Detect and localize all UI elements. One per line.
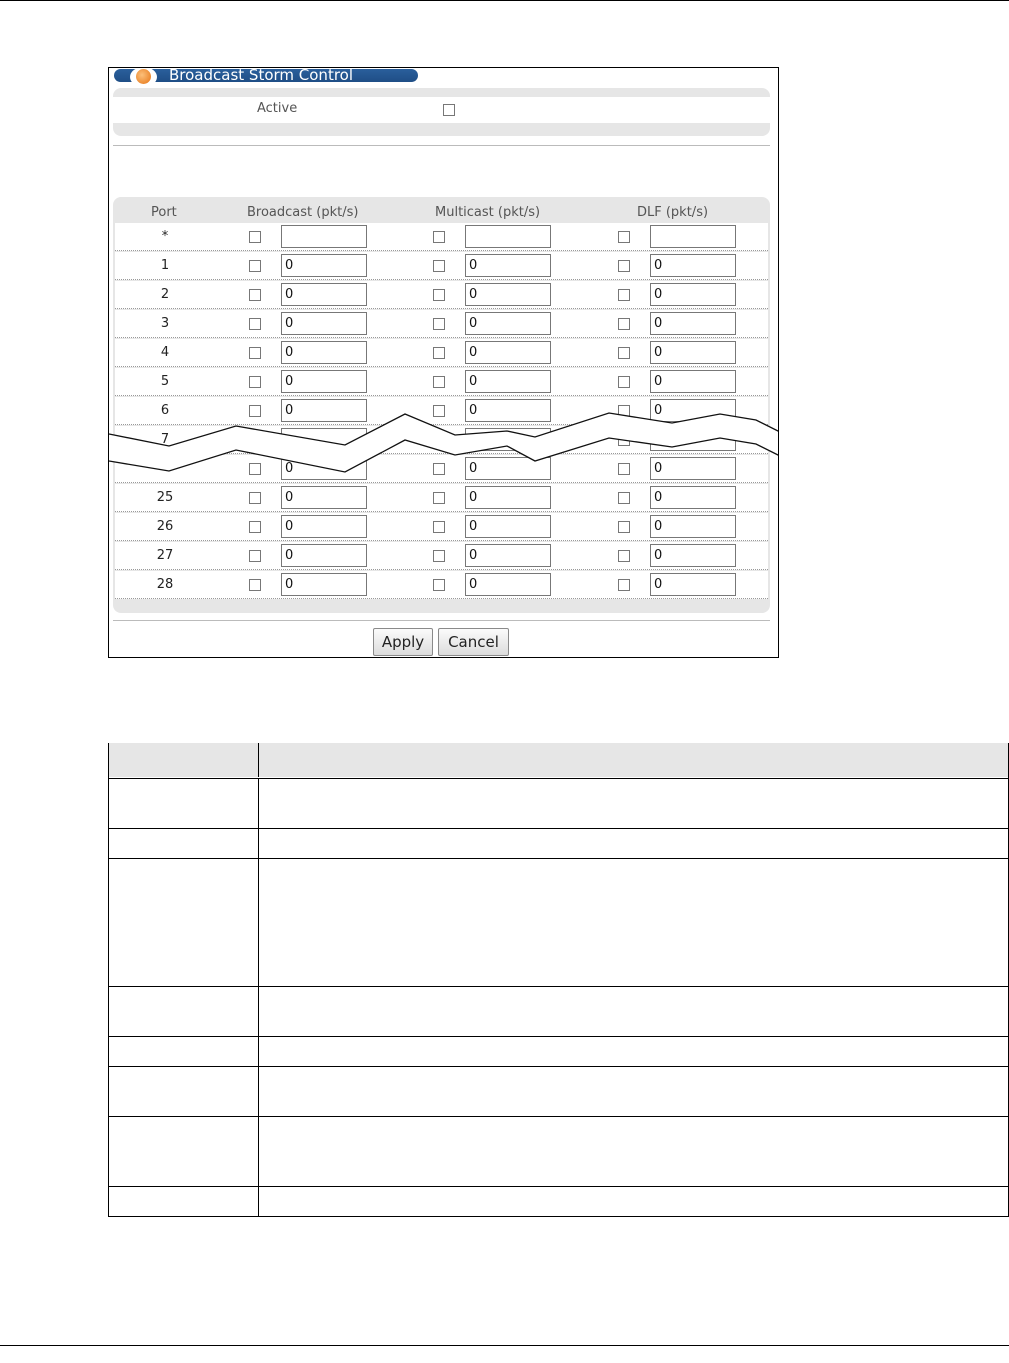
description-row [109, 1066, 1008, 1117]
column-header-broadcast: Broadcast (pkt/s) [247, 205, 359, 220]
dlf-rate-input[interactable]: 0 [650, 457, 736, 480]
multicast-rate-input[interactable]: 0 [465, 254, 551, 277]
port-number: 28 [156, 577, 174, 592]
port-number: 5 [160, 374, 170, 389]
broadcast-rate-input[interactable]: 0 [281, 399, 367, 422]
dlf-rate-input[interactable]: 0 [650, 573, 736, 596]
broadcast-rate-input[interactable]: 0 [281, 573, 367, 596]
description-row [109, 1186, 1008, 1217]
broadcast-rate-input[interactable]: 0 [281, 312, 367, 335]
description-table [108, 743, 1009, 1217]
broadcast-rate-input[interactable]: 0 [281, 515, 367, 538]
description-label-cell [109, 987, 259, 1037]
dlf-rate-input[interactable]: 0 [650, 254, 736, 277]
dlf-rate-input[interactable]: 0 [650, 283, 736, 306]
multicast-rate-input[interactable]: 0 [465, 312, 551, 335]
description-label-cell [109, 1037, 259, 1067]
description-label-cell [109, 829, 259, 859]
break-marker [109, 68, 779, 658]
multicast-rate-input[interactable]: 0 [465, 370, 551, 393]
multicast-rate-input[interactable]: 0 [465, 341, 551, 364]
apply-button[interactable]: Apply [373, 628, 433, 656]
description-row [109, 986, 1008, 1037]
port-number: 26 [156, 519, 174, 534]
description-label-cell [109, 779, 259, 829]
multicast-rate-input[interactable]: 0 [465, 283, 551, 306]
multicast-rate-input[interactable]: 0 [465, 486, 551, 509]
port-number: 7 [160, 432, 170, 447]
multicast-rate-input[interactable]: 0 [465, 457, 551, 480]
description-row [109, 1036, 1008, 1067]
column-header-port: Port [151, 205, 177, 220]
description-row [109, 828, 1008, 859]
column-header-dlf: DLF (pkt/s) [637, 205, 709, 220]
description-label-cell [109, 1067, 259, 1117]
dlf-rate-input[interactable]: 0 [650, 399, 736, 422]
multicast-rate-input[interactable]: 0 [465, 573, 551, 596]
broadcast-storm-control-screen [108, 67, 779, 658]
dlf-rate-input[interactable]: 0 [650, 486, 736, 509]
description-row [109, 1116, 1008, 1187]
broadcast-rate-input[interactable]: 0 [281, 457, 367, 480]
column-header-multicast: Multicast (pkt/s) [435, 205, 541, 220]
port-number: 27 [156, 548, 174, 563]
port-number: * [161, 229, 169, 244]
broadcast-rate-input[interactable]: 0 [281, 486, 367, 509]
description-header-cell-label [109, 743, 259, 777]
multicast-rate-input[interactable]: 0 [465, 544, 551, 567]
dlf-rate-input[interactable]: 0 [650, 370, 736, 393]
description-row [109, 858, 1008, 987]
description-label-cell [109, 1117, 259, 1187]
broadcast-rate-input[interactable]: 0 [281, 341, 367, 364]
port-number: 6 [160, 403, 170, 418]
port-number: 1 [160, 258, 170, 273]
description-label-cell [109, 1187, 259, 1217]
port-number: 3 [160, 316, 170, 331]
port-number: 25 [156, 490, 174, 505]
dlf-rate-input[interactable]: 0 [650, 312, 736, 335]
multicast-rate-input[interactable]: 0 [465, 515, 551, 538]
page-top-rule [0, 0, 1009, 1]
broadcast-rate-input[interactable]: 0 [281, 370, 367, 393]
active-label: Active [257, 101, 298, 116]
page-bottom-rule [0, 1345, 1009, 1346]
dlf-rate-input[interactable]: 0 [650, 544, 736, 567]
screen-title: Broadcast Storm Control [169, 67, 354, 84]
description-table-header [109, 743, 1008, 777]
broadcast-rate-input[interactable]: 0 [281, 544, 367, 567]
dlf-rate-input[interactable]: 0 [650, 341, 736, 364]
description-label-cell [109, 859, 259, 987]
broadcast-rate-input[interactable]: 0 [281, 254, 367, 277]
multicast-rate-input[interactable]: 0 [465, 399, 551, 422]
broadcast-rate-input[interactable]: 0 [281, 283, 367, 306]
dlf-rate-input[interactable]: 0 [650, 515, 736, 538]
description-row [109, 778, 1008, 829]
port-number: 2 [160, 287, 170, 302]
cancel-button[interactable]: Cancel [438, 628, 509, 656]
port-number: 4 [160, 345, 170, 360]
